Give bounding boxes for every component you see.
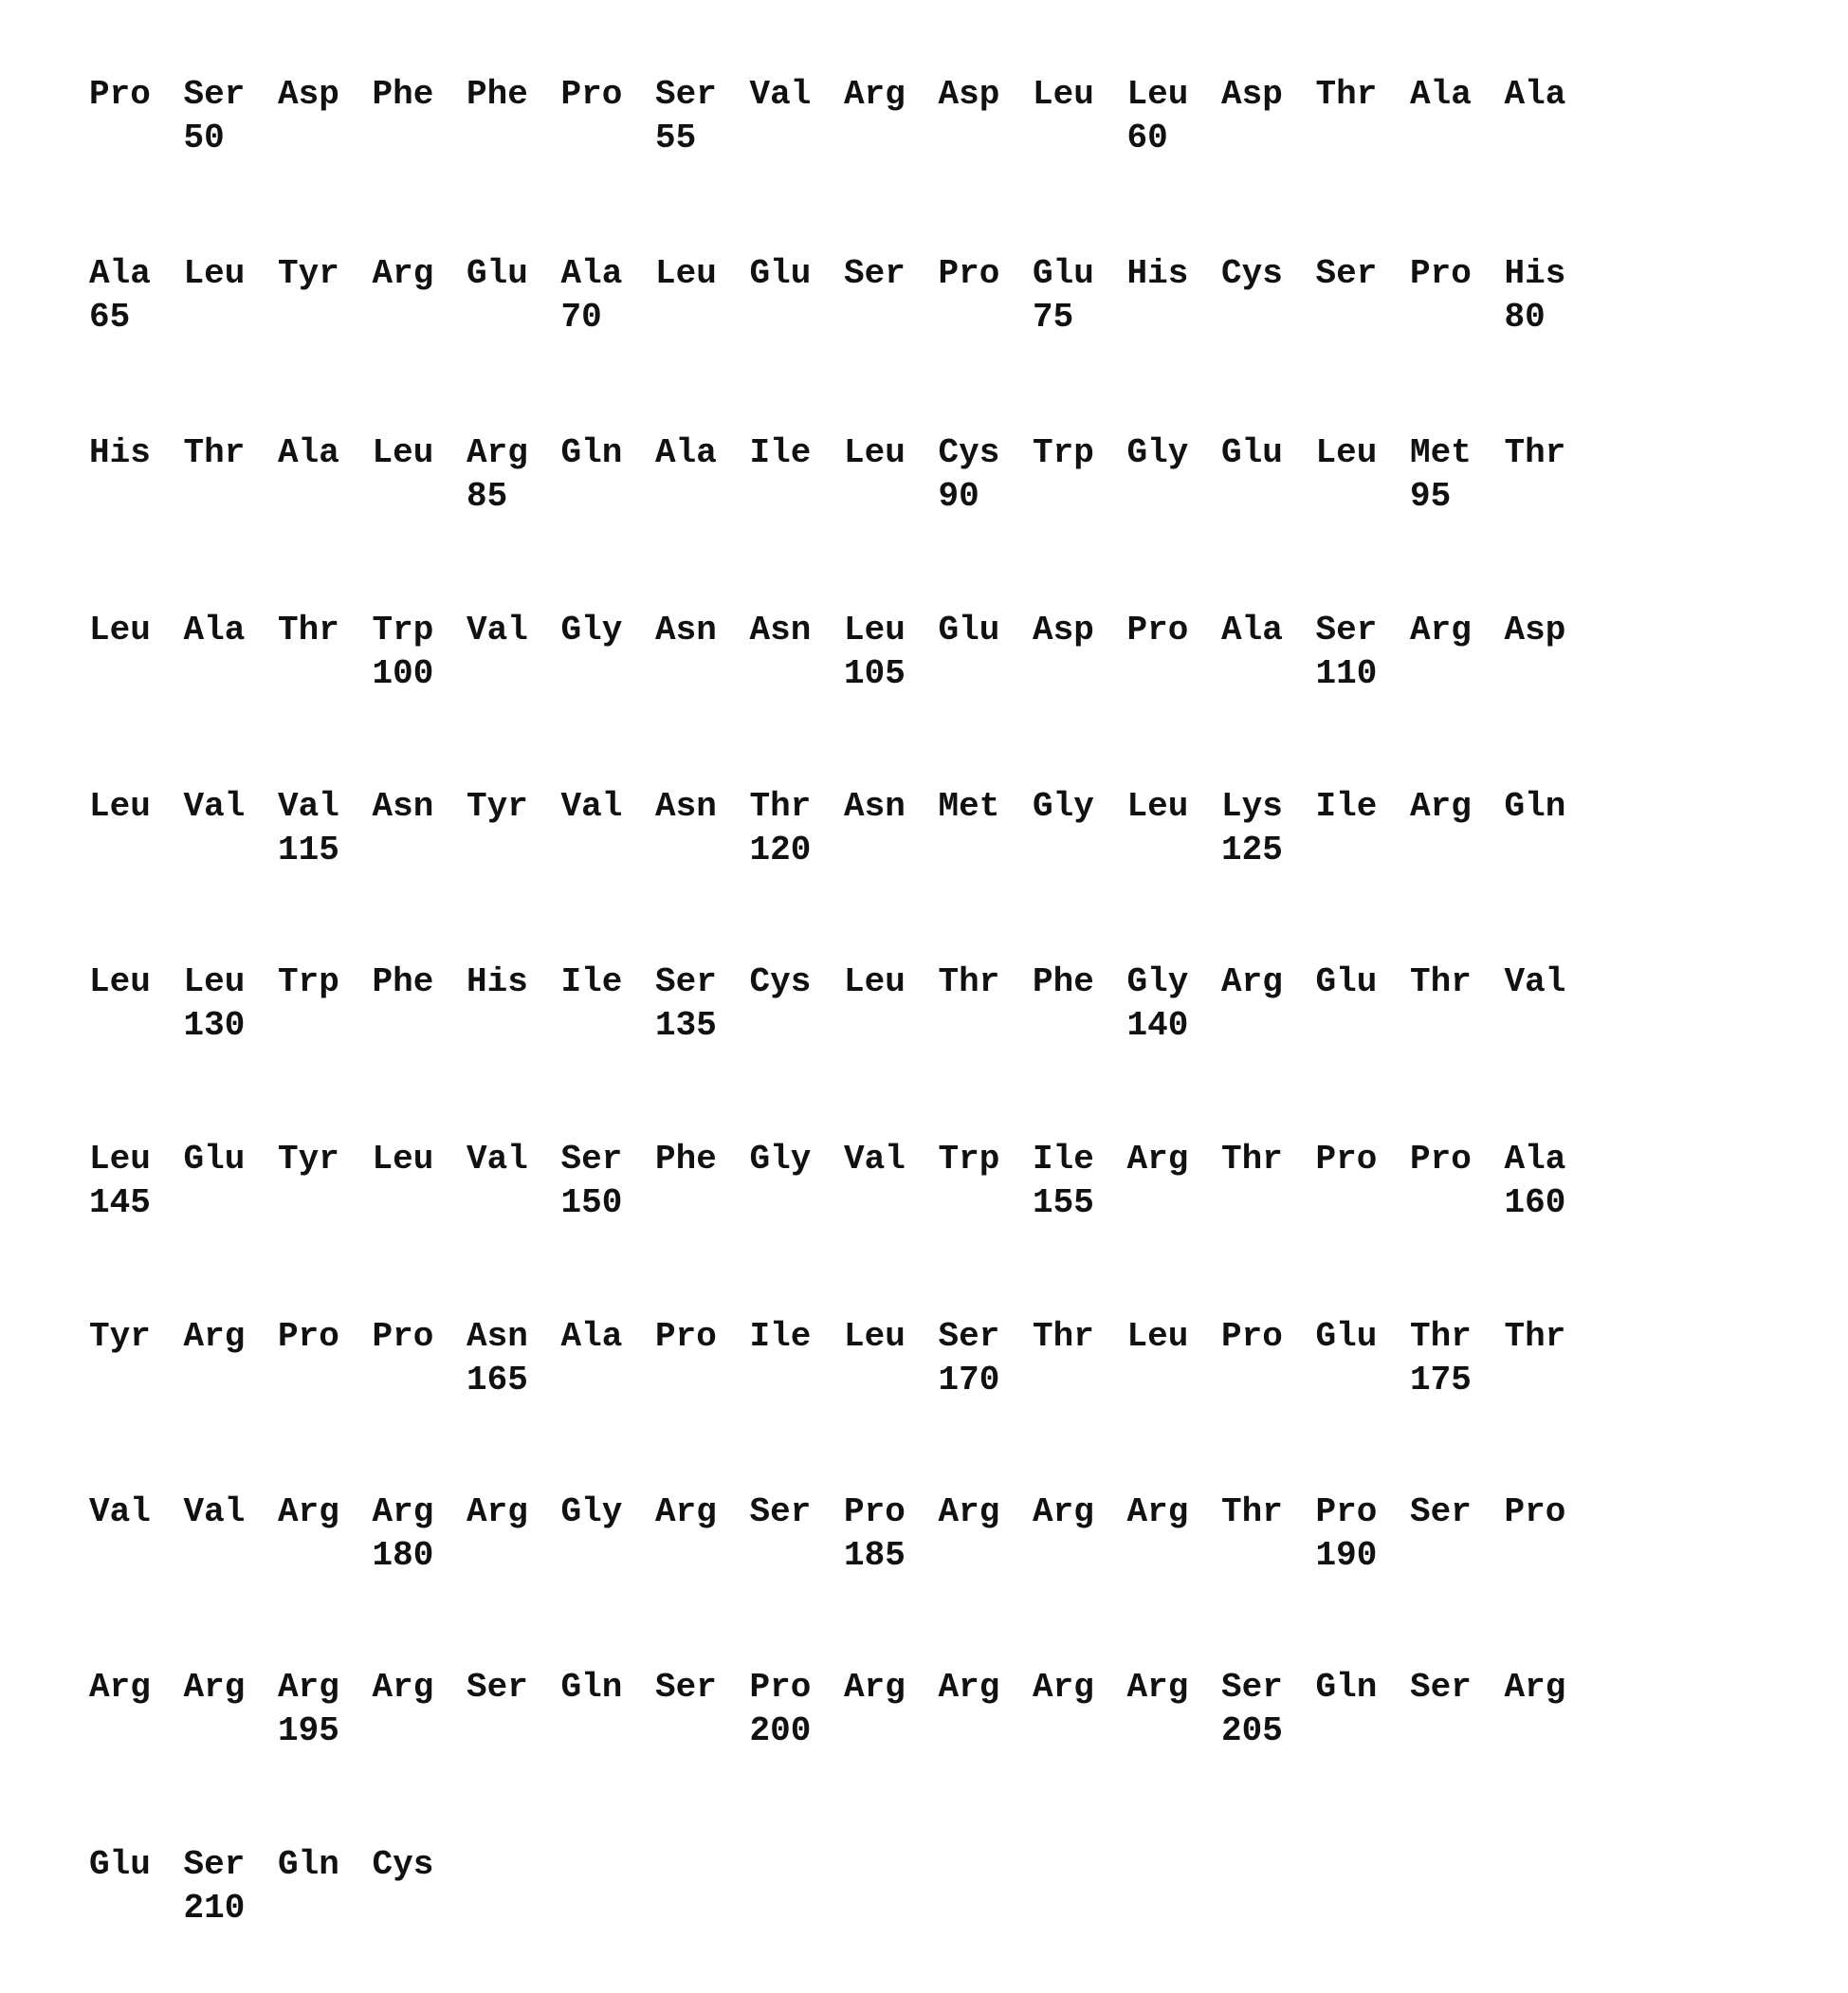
residue: Ser	[1221, 1671, 1283, 1705]
residue: Ser	[184, 78, 246, 112]
residue-number: 60	[1127, 121, 1168, 155]
residue: Pro	[1410, 1143, 1472, 1177]
residue: Pro	[1221, 1320, 1283, 1354]
residue: Pro	[1316, 1495, 1378, 1529]
residue: Thr	[278, 613, 339, 648]
residue-number: 200	[750, 1714, 812, 1748]
residue: Arg	[278, 1671, 339, 1705]
residue: Asn	[655, 613, 717, 648]
residue-number: 70	[561, 301, 602, 335]
residue: Thr	[1410, 1320, 1472, 1354]
residue: Thr	[1033, 1320, 1094, 1354]
residue: Ile	[561, 965, 623, 999]
residue-number: 180	[373, 1539, 434, 1573]
sequence-row	[89, 1143, 1701, 1256]
residue: Thr	[1505, 436, 1566, 470]
sequence-row	[89, 1848, 1701, 1962]
residue-number: 55	[655, 121, 696, 155]
residue: Gln	[561, 436, 623, 470]
residue-number: 115	[278, 833, 339, 868]
residue-number: 65	[89, 301, 130, 335]
residue: Gly	[1127, 965, 1189, 999]
residue: Cys	[1221, 257, 1283, 291]
residue: Tyr	[467, 790, 528, 824]
residue: Ala	[1505, 1143, 1566, 1177]
residue: Trp	[1033, 436, 1094, 470]
residue: His	[1127, 257, 1189, 291]
residue: Arg	[844, 1671, 906, 1705]
residue: Ala	[1221, 613, 1283, 648]
residue: Cys	[750, 965, 812, 999]
sequence-row	[89, 1671, 1701, 1784]
residue-number: 205	[1221, 1714, 1283, 1748]
residue: Pro	[373, 1320, 434, 1354]
residue-number: 135	[655, 1009, 717, 1043]
residue-number: 195	[278, 1714, 339, 1748]
residue: Arg	[184, 1671, 246, 1705]
residue: Val	[750, 78, 812, 112]
residue: Arg	[373, 257, 434, 291]
residue: Asp	[1221, 78, 1283, 112]
residue-number: 160	[1505, 1186, 1566, 1220]
residue-number: 190	[1316, 1539, 1378, 1573]
residue: Arg	[1033, 1495, 1094, 1529]
residue: Phe	[373, 78, 434, 112]
residue: Asp	[939, 78, 1000, 112]
residue: Ser	[1410, 1671, 1472, 1705]
residue: Leu	[844, 1320, 906, 1354]
residue: Gly	[561, 613, 623, 648]
residue: Gly	[561, 1495, 623, 1529]
residue: Arg	[844, 78, 906, 112]
residue: Trp	[939, 1143, 1000, 1177]
residue: Thr	[750, 790, 812, 824]
residue: Glu	[750, 257, 812, 291]
residue: Val	[1505, 965, 1566, 999]
residue: Asp	[278, 78, 339, 112]
sequence-row	[89, 613, 1701, 727]
residue: Thr	[184, 436, 246, 470]
residue: Ala	[89, 257, 151, 291]
residue-number: 210	[184, 1892, 246, 1926]
residue: Leu	[1033, 78, 1094, 112]
residue: Ala	[1410, 78, 1472, 112]
residue: Trp	[278, 965, 339, 999]
residue: Asp	[1033, 613, 1094, 648]
residue: Leu	[89, 965, 151, 999]
residue: His	[89, 436, 151, 470]
residue: Ala	[561, 257, 623, 291]
residue: Phe	[467, 78, 528, 112]
residue: Pro	[1127, 613, 1189, 648]
residue: Arg	[467, 436, 528, 470]
residue: Leu	[89, 1143, 151, 1177]
residue: Gln	[1316, 1671, 1378, 1705]
residue: Ser	[655, 965, 717, 999]
residue: Arg	[1410, 613, 1472, 648]
residue-number: 120	[750, 833, 812, 868]
sequence-row	[89, 1320, 1701, 1434]
residue: Glu	[1221, 436, 1283, 470]
residue: Val	[467, 613, 528, 648]
residue: Ile	[750, 1320, 812, 1354]
residue: Arg	[1033, 1671, 1094, 1705]
residue-number: 170	[939, 1363, 1000, 1398]
residue: Met	[939, 790, 1000, 824]
residue: Ser	[467, 1671, 528, 1705]
sequence-row	[89, 78, 1701, 192]
residue: Ala	[561, 1320, 623, 1354]
sequence-row	[89, 257, 1701, 371]
residue: Gln	[1505, 790, 1566, 824]
residue: Cys	[373, 1848, 434, 1882]
residue: Pro	[1505, 1495, 1566, 1529]
residue: Leu	[844, 965, 906, 999]
residue-number: 165	[467, 1363, 528, 1398]
residue: Val	[184, 1495, 246, 1529]
residue: Val	[844, 1143, 906, 1177]
residue: Leu	[373, 436, 434, 470]
residue: Met	[1410, 436, 1472, 470]
residue: Glu	[1033, 257, 1094, 291]
residue-number: 125	[1221, 833, 1283, 868]
residue-number: 185	[844, 1539, 906, 1573]
residue: Arg	[1127, 1143, 1189, 1177]
residue: Pro	[1316, 1143, 1378, 1177]
residue-number: 80	[1505, 301, 1546, 335]
residue: Tyr	[278, 257, 339, 291]
residue-number: 75	[1033, 301, 1073, 335]
residue: Arg	[373, 1495, 434, 1529]
residue: Ser	[939, 1320, 1000, 1354]
residue: Leu	[184, 257, 246, 291]
residue: Arg	[1221, 965, 1283, 999]
residue: Asn	[467, 1320, 528, 1354]
residue-number: 110	[1316, 657, 1378, 691]
residue-number: 175	[1410, 1363, 1472, 1398]
residue: Tyr	[278, 1143, 339, 1177]
residue: Leu	[844, 613, 906, 648]
residue: Ser	[1410, 1495, 1472, 1529]
residue: Val	[278, 790, 339, 824]
residue: Phe	[1033, 965, 1094, 999]
residue: Leu	[184, 965, 246, 999]
residue: Leu	[844, 436, 906, 470]
residue: Ile	[750, 436, 812, 470]
residue: Thr	[939, 965, 1000, 999]
residue: Ser	[655, 78, 717, 112]
residue: Phe	[373, 965, 434, 999]
residue: Gln	[561, 1671, 623, 1705]
residue-number: 100	[373, 657, 434, 691]
residue: His	[1505, 257, 1566, 291]
residue: Leu	[89, 613, 151, 648]
residue: Arg	[467, 1495, 528, 1529]
residue-number: 90	[939, 480, 979, 514]
residue: Pro	[655, 1320, 717, 1354]
residue: Arg	[89, 1671, 151, 1705]
residue: Ser	[1316, 613, 1378, 648]
residue: Ser	[1316, 257, 1378, 291]
residue-number: 155	[1033, 1186, 1094, 1220]
residue: Gly	[1127, 436, 1189, 470]
residue: Ile	[1316, 790, 1378, 824]
residue: Asp	[1505, 613, 1566, 648]
residue: Asn	[373, 790, 434, 824]
residue: Val	[89, 1495, 151, 1529]
residue: Thr	[1410, 965, 1472, 999]
residue: Arg	[1505, 1671, 1566, 1705]
residue: Pro	[561, 78, 623, 112]
residue-number: 85	[467, 480, 507, 514]
residue: Arg	[939, 1495, 1000, 1529]
residue-number: 150	[561, 1186, 623, 1220]
residue: Leu	[1127, 1320, 1189, 1354]
residue: Asn	[750, 613, 812, 648]
residue: Ser	[844, 257, 906, 291]
residue: Thr	[1316, 78, 1378, 112]
residue: Asn	[655, 790, 717, 824]
residue-number: 145	[89, 1186, 151, 1220]
residue: Leu	[655, 257, 717, 291]
residue: Asn	[844, 790, 906, 824]
residue-number: 140	[1127, 1009, 1189, 1043]
residue: Arg	[939, 1671, 1000, 1705]
residue: Tyr	[89, 1320, 151, 1354]
residue: Leu	[1127, 790, 1189, 824]
residue: Leu	[1316, 436, 1378, 470]
residue: Val	[184, 790, 246, 824]
residue-number: 130	[184, 1009, 246, 1043]
residue: Arg	[1127, 1495, 1189, 1529]
residue: Gly	[750, 1143, 812, 1177]
residue: Cys	[939, 436, 1000, 470]
residue: Glu	[1316, 1320, 1378, 1354]
residue: Val	[561, 790, 623, 824]
residue: Ala	[278, 436, 339, 470]
residue: Lys	[1221, 790, 1283, 824]
residue: Pro	[89, 78, 151, 112]
residue: Glu	[1316, 965, 1378, 999]
sequence-row	[89, 436, 1701, 550]
residue: Phe	[655, 1143, 717, 1177]
residue: Trp	[373, 613, 434, 648]
residue: Ser	[655, 1671, 717, 1705]
residue: Leu	[373, 1143, 434, 1177]
residue: Arg	[655, 1495, 717, 1529]
residue: Pro	[844, 1495, 906, 1529]
residue: Ala	[655, 436, 717, 470]
residue: Ser	[561, 1143, 623, 1177]
residue: Leu	[89, 790, 151, 824]
residue: Ser	[750, 1495, 812, 1529]
residue: Arg	[184, 1320, 246, 1354]
residue: Glu	[467, 257, 528, 291]
residue: Pro	[750, 1671, 812, 1705]
residue: Thr	[1505, 1320, 1566, 1354]
residue: His	[467, 965, 528, 999]
residue-number: 50	[184, 121, 225, 155]
residue: Thr	[1221, 1495, 1283, 1529]
residue: Arg	[1127, 1671, 1189, 1705]
residue: Gln	[278, 1848, 339, 1882]
residue: Ala	[184, 613, 246, 648]
residue: Ile	[1033, 1143, 1094, 1177]
residue: Pro	[278, 1320, 339, 1354]
sequence-row	[89, 965, 1701, 1079]
residue: Glu	[184, 1143, 246, 1177]
residue: Ser	[184, 1848, 246, 1882]
residue: Arg	[278, 1495, 339, 1529]
residue-number: 95	[1410, 480, 1451, 514]
residue-number: 105	[844, 657, 906, 691]
residue: Arg	[373, 1671, 434, 1705]
sequence-row	[89, 1495, 1701, 1609]
residue: Pro	[1410, 257, 1472, 291]
residue: Ala	[1505, 78, 1566, 112]
residue: Glu	[89, 1848, 151, 1882]
residue: Thr	[1221, 1143, 1283, 1177]
residue: Gly	[1033, 790, 1094, 824]
sequence-row	[89, 790, 1701, 904]
residue: Leu	[1127, 78, 1189, 112]
residue: Arg	[1410, 790, 1472, 824]
residue: Glu	[939, 613, 1000, 648]
residue: Pro	[939, 257, 1000, 291]
residue: Val	[467, 1143, 528, 1177]
